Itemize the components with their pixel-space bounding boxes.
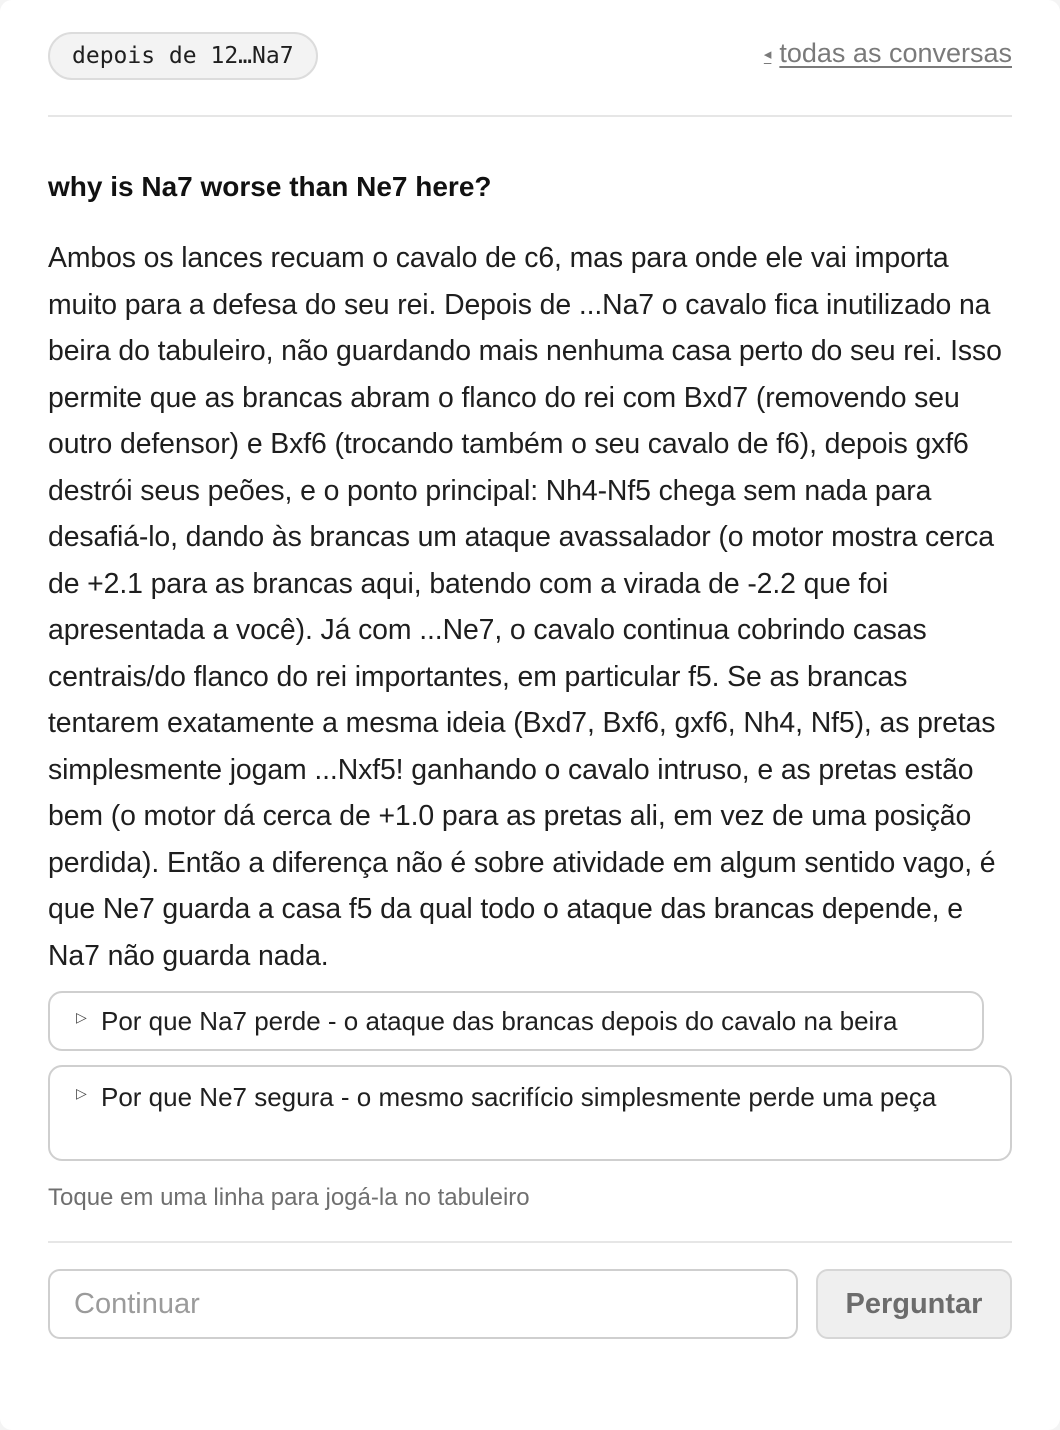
right-triangle-icon: ▷ bbox=[76, 1085, 87, 1101]
continue-input[interactable] bbox=[48, 1269, 798, 1339]
assistant-answer: Ambos os lances recuam o cavalo de c6, mas para onde ele vai importa muito para a defesa do seu rei. Depois de ...Na7 o cavalo fica inutilizado na beira do tabuleiro, não guardando mais nenhuma casa perto do seu rei. Isso permite que as brancas abram o flanco do rei com Bxd7 (removendo seu outro defensor) e Bxf6 (trocando também o seu cavalo de f6), depois gxf6 destrói seus peões, e o ponto principal: Nh4-Nf5 chega sem nada para desafiá-lo, dando às brancas um ataque avassalador (o motor mostra cerca de +2.1 para as brancas aqui, batendo com a virada de -2.2 que foi apresentada a você). Já com ...Ne7, o cavalo continua cobrindo casas centrais/do flanco do rei importantes, em particular f5. Se as brancas tentarem exatamente a mesma ideia (Bxd7, Bxf6, gxf6, Nh4, Nf5), as pretas simplesmente jogam ...Nxf5! ganhando o cavalo intruso, e as pretas estão bem (o motor dá cerca de +1.0 para as pretas ali, em vez de uma posição perdida). Então a diferença não é sobre atividade em algum sentido vago, é que Ne7 guarda a casa f5 da qual todo o ataque das brancas depende, e Na7 não guarda nada. bbox=[48, 242, 1002, 972]
ask-button[interactable]: Perguntar bbox=[816, 1269, 1012, 1339]
composer bbox=[48, 1269, 1012, 1339]
line-option-label: Por que Ne7 segura - o mesmo sacrifício simplesmente perde uma peça bbox=[101, 1082, 937, 1112]
move-context-pill: depois de 12…Na7 bbox=[48, 32, 318, 80]
top-bar bbox=[48, 0, 1012, 117]
user-question: why is Na7 worse than Ne7 here? bbox=[48, 171, 492, 202]
line-option-na7-loses[interactable] bbox=[48, 991, 984, 1051]
right-triangle-icon: ▷ bbox=[76, 1009, 87, 1025]
all-conversations-label: todas as conversas bbox=[779, 38, 1012, 68]
line-option-ne7-holds[interactable] bbox=[48, 1065, 1012, 1161]
small-left-triangle-icon: ◂ bbox=[763, 45, 772, 63]
line-option-label: Por que Na7 perde - o ataque das brancas depois do cavalo na beira bbox=[101, 1006, 898, 1036]
divider bbox=[48, 1241, 1012, 1243]
all-conversations-link[interactable] bbox=[764, 38, 1012, 69]
play-line-hint: Toque em uma linha para jogá-la no tabuleiro bbox=[48, 1184, 530, 1211]
